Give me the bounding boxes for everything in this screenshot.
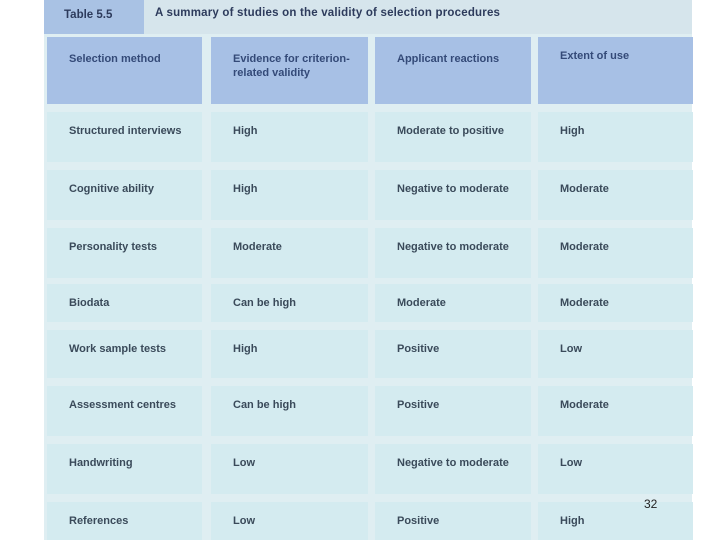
- table-cell: Negative to moderate: [375, 444, 531, 494]
- header-cell: Extent of use: [538, 37, 693, 104]
- table-cell: Low: [538, 330, 693, 378]
- table-cell: Moderate: [538, 170, 693, 220]
- header-cell: Evidence for criterion-related validity: [211, 37, 368, 104]
- table-cell: Low: [211, 444, 368, 494]
- table-cell: Structured interviews: [47, 112, 202, 162]
- header-cell: Selection method: [47, 37, 202, 104]
- table-cell: Moderate to positive: [375, 112, 531, 162]
- table-cell: Positive: [375, 502, 531, 540]
- table-cell: High: [211, 170, 368, 220]
- table-cell: High: [538, 502, 693, 540]
- table-cell: Negative to moderate: [375, 170, 531, 220]
- table-cell: Moderate: [375, 284, 531, 322]
- table-cell: Negative to moderate: [375, 228, 531, 278]
- table-cell: Positive: [375, 386, 531, 436]
- table-cell: References: [47, 502, 202, 540]
- table-cell: Low: [211, 502, 368, 540]
- table-cell: Handwriting: [47, 444, 202, 494]
- table-cell: Moderate: [211, 228, 368, 278]
- table-number: Table 5.5: [64, 9, 113, 21]
- page-number: 32: [644, 497, 658, 511]
- header-cell: Applicant reactions: [375, 37, 531, 104]
- table-cell: Positive: [375, 330, 531, 378]
- table-cell: High: [211, 112, 368, 162]
- table-cell: Moderate: [538, 228, 693, 278]
- table-cell: Moderate: [538, 284, 693, 322]
- table-number-tag: [44, 0, 144, 34]
- table-cell: Assessment centres: [47, 386, 202, 436]
- table-cell: Work sample tests: [47, 330, 202, 378]
- table-cell: Biodata: [47, 284, 202, 322]
- table-cell: Can be high: [211, 386, 368, 436]
- table-cell: Can be high: [211, 284, 368, 322]
- table-cell: High: [538, 112, 693, 162]
- table-cell: Low: [538, 444, 693, 494]
- table-cell: High: [211, 330, 368, 378]
- table-cell: Personality tests: [47, 228, 202, 278]
- table-title: A summary of studies on the validity of selection procedures: [155, 7, 501, 19]
- table-cell: Moderate: [538, 386, 693, 436]
- table-cell: Cognitive ability: [47, 170, 202, 220]
